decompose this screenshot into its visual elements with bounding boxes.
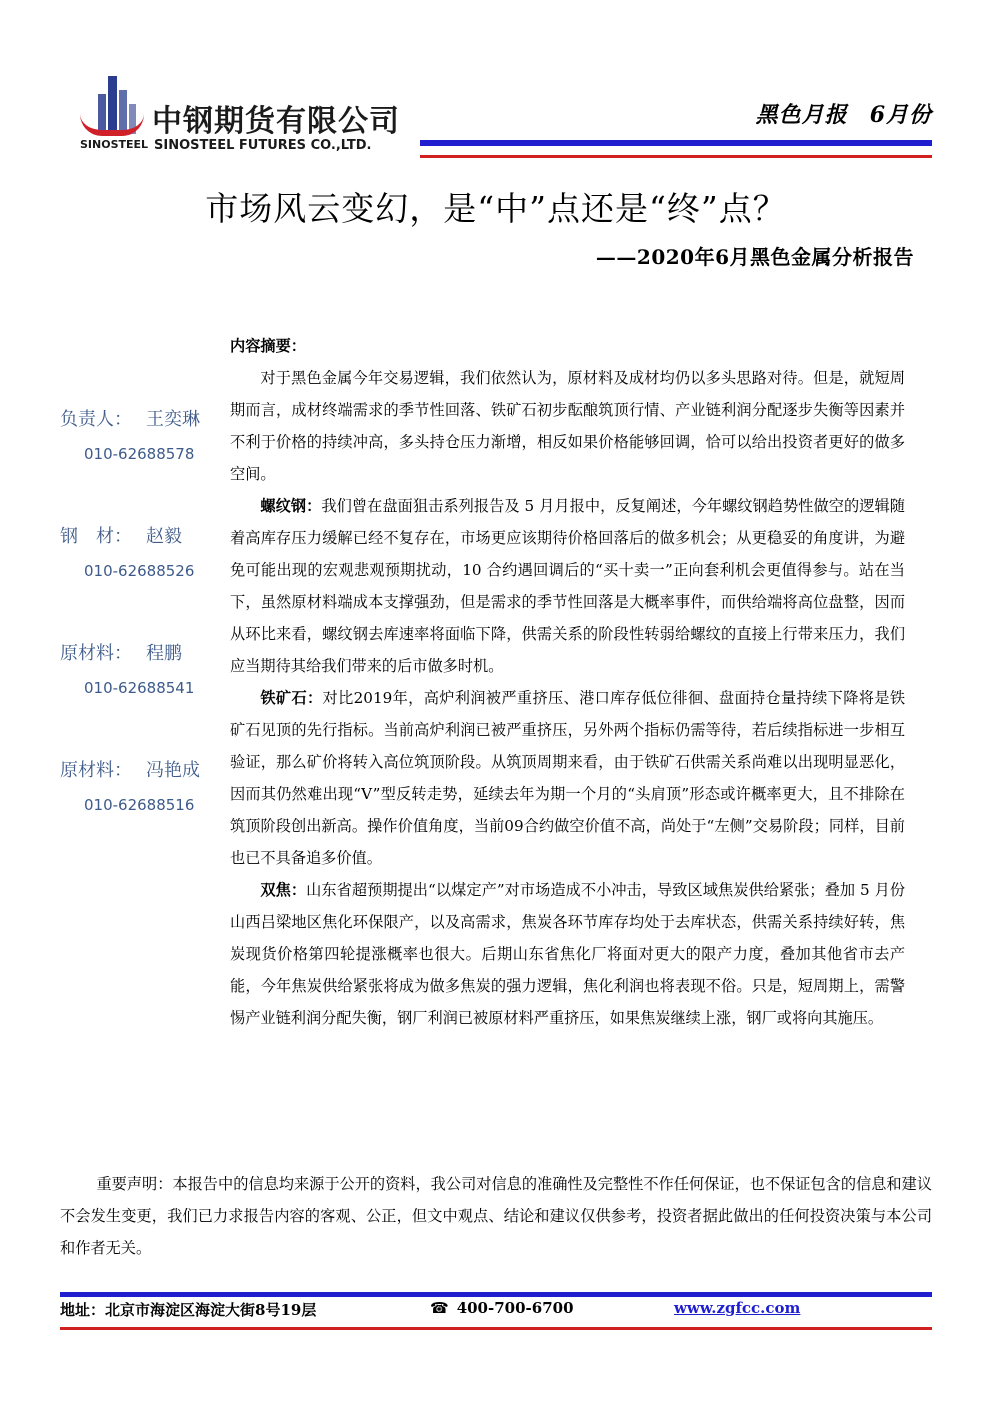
section-label: 双焦： xyxy=(260,881,307,899)
contact-name: 王奕琳 xyxy=(146,409,200,430)
report-type: 黑色月报 xyxy=(755,102,848,128)
contact-name: 冯艳成 xyxy=(146,760,200,781)
contact-phone: 010-62688516 xyxy=(84,796,195,814)
contact-name: 程鹏 xyxy=(146,643,182,664)
section-label: 铁矿石： xyxy=(260,689,323,707)
contact-role: 原材料： xyxy=(60,760,132,781)
summary-body xyxy=(230,330,905,1034)
report-tag xyxy=(756,98,932,129)
summary-heading: 内容摘要： xyxy=(230,337,306,355)
contact-item xyxy=(60,522,230,580)
footer-rule-blue xyxy=(60,1292,932,1297)
sinosteel-logo-icon xyxy=(78,74,146,134)
footer-rule-red xyxy=(60,1327,932,1330)
section-iron-ore xyxy=(230,682,905,874)
section-text: 山东省超预期提出“以煤定产”对市场造成不小冲击，导致区域焦炭供给紧张；叠加 5 月份山西吕梁地区焦化环保限产，以及高需求，焦炭各环节库存均处于去库状态，供需关系持续好转，焦炭现货价格第四轮提涨概率也很大。后期山东省焦化厂将面对更大的限产力度，叠加其他省市去产能，今年焦炭供给紧张将成为做多焦炭的强力逻辑，焦化利润也将表现不俗。只是，短周期上，需警惕产业链利润分配失衡，钢厂利润已被原材料严重挤压，如果焦炭继续上涨，钢厂或将向其施压。 xyxy=(230,881,906,1027)
contact-item xyxy=(60,756,230,814)
contact-role: 原材料： xyxy=(60,643,132,664)
summary-intro: 对于黑色金属今年交易逻辑，我们依然认为，原材料及成材均仍以多头思路对待。但是，就短周期而言，成材终端需求的季节性回落、铁矿石初步酝酿筑顶行情、产业链利润分配逐步失衡等因素并不利于价格的持续冲高，多头持仓压力渐增，相反如果价格能够回调，恰可以给出投资者更好的做多空间。 xyxy=(230,369,905,483)
company-logo xyxy=(78,74,408,160)
contact-phone: 010-62688526 xyxy=(84,562,195,580)
header-rule-red xyxy=(420,155,932,158)
contact-phone: 010-62688541 xyxy=(84,679,195,697)
contact-item xyxy=(60,639,230,697)
contact-role: 钢 材： xyxy=(60,526,132,547)
footer xyxy=(60,1299,932,1323)
report-subtitle: ——2020年6月黑色金属分析报告 xyxy=(595,245,914,269)
telephone-icon: ☎ xyxy=(430,1299,449,1317)
contact-item xyxy=(60,405,230,463)
logo-wordmark: SINOSTEEL xyxy=(80,138,149,151)
report-month: 6月份 xyxy=(869,102,932,128)
footer-phone-block xyxy=(430,1299,574,1317)
header-rule-blue xyxy=(420,140,932,146)
company-name-cn: 中钢期货有限公司 xyxy=(152,104,400,139)
footer-website-link[interactable]: www.zgfcc.com xyxy=(674,1299,801,1317)
disclaimer: 重要声明：本报告中的信息均来源于公开的资料，我公司对信息的准确性及完整性不作任何保证，也不保证包含的信息和建议不会发生变更，我们已力求报告内容的客观、公正，但文中观点、结论和建议仅供参考，投资者据此做出的任何投资决策与本公司和作者无关。 xyxy=(60,1175,932,1257)
section-rebar xyxy=(230,490,905,682)
section-text: 对比2019年，高炉利润被严重挤压、港口库存低位徘徊、盘面持仓量持续下降将是铁矿石见顶的先行指标。当前高炉利润已被严重挤压，另外两个指标仍需等待，若后续指标进一步相互验证，那么矿价将转入高位筑顶阶段。从筑顶周期来看，由于铁矿石供需关系尚难以出现明显恶化，因而其仍然难出现“V”型反转走势，延续去年为期一个月的“头肩顶”形态或许概率更大，且不排除在筑顶阶段创出新高。操作价值角度，当前09合约做空价值不高，尚处于“左侧”交易阶段；同样，目前也已不具备追多价值。 xyxy=(230,689,906,867)
company-name-en: SINOSTEEL FUTURES CO.,LTD. xyxy=(154,138,372,153)
footer-address: 地址：北京市海淀区海淀大街8号19层 xyxy=(60,1301,317,1319)
section-text: 我们曾在盘面狙击系列报告及 5 月月报中，反复阐述，今年螺纹钢趋势性做空的逻辑随着高库存压力缓解已经不复存在，市场更应该期待价格回落后的做多机会；从更稳妥的角度讲，为避免可能出现的宏观悲观预期扰动，10 合约遇回调后的“买十卖一”正向套利机会更值得参与。站在当下，虽然原材料端成本支撑强劲，但是需求的季节性回落是大概率事件，而供给端将高位盘整，因而从环比来看，螺纹钢去库速率将面临下降，供需关系的阶段性转弱给螺纹的直接上行带来压力，我们应当期待其给我们带来的后市做多时机。 xyxy=(230,497,905,675)
contact-name: 赵毅 xyxy=(146,526,182,547)
section-coke-coal xyxy=(230,874,905,1034)
contact-role: 负责人： xyxy=(60,409,132,430)
report-title: 市场风云变幻，是“中”点还是“终”点？ xyxy=(205,189,787,228)
footer-phone: 400-700-6700 xyxy=(456,1299,574,1317)
section-label: 螺纹钢： xyxy=(260,497,322,515)
contact-phone: 010-62688578 xyxy=(84,445,195,463)
